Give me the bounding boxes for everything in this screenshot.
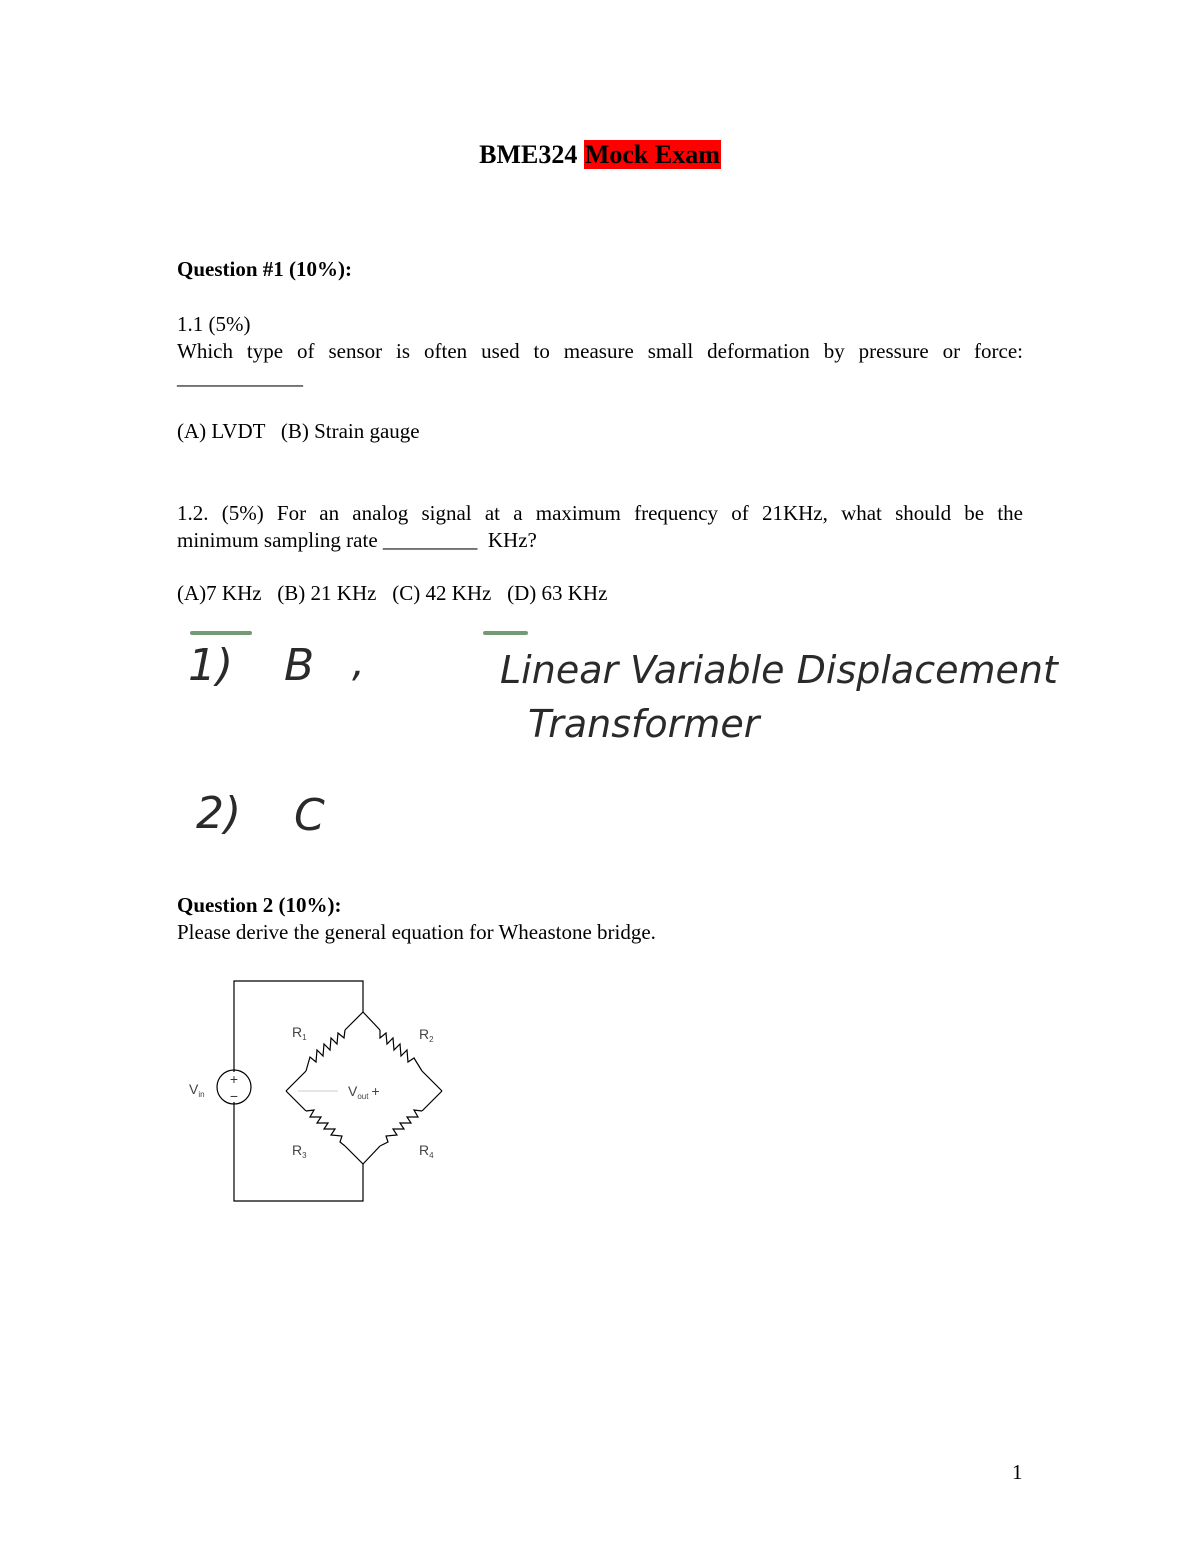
question-1-2-text: 1.2. (5%) For an analog signal at a maximum frequency of 21KHz, what should be the (177, 501, 1023, 525)
handwritten-answer-2-number: 2) (196, 788, 242, 839)
handwritten-note-line-2: Transformer (528, 702, 760, 746)
r2-label: $R_2$ (419, 1026, 434, 1044)
marker-stroke (190, 631, 252, 635)
wheatstone-bridge-diagram (180, 970, 460, 1210)
question-2-text: Please derive the general equation for Wheastone bridge. (177, 920, 656, 944)
question-1-1-options: (A) LVDT (B) Strain gauge (177, 419, 420, 443)
source-plus-label: + (229, 1071, 239, 1087)
title-course: BME324 (479, 140, 578, 169)
question-1-1-label: 1.1 (5%) (177, 312, 251, 336)
handwritten-answer-2-letter: C (294, 790, 325, 841)
title-highlight: Mock Exam (584, 140, 720, 169)
resistor-r2-icon (380, 1030, 422, 1071)
handwritten-answer-1-number: 1) (188, 640, 234, 691)
source-minus-label: − (229, 1088, 239, 1104)
vin-label: $V_{in}$ (189, 1081, 205, 1099)
handwritten-note-line-1: Linear Variable Displacement (500, 648, 1058, 692)
question-1-1-blank: ____________ (177, 365, 303, 389)
question-1-1-text: Which type of sensor is often used to measure small deformation by pressure or force: (177, 339, 1023, 363)
question-1-2-options: (A)7 KHz (B) 21 KHz (C) 42 KHz (D) 63 KHz (177, 581, 608, 605)
vout-label: $V_{out}$ + (348, 1083, 380, 1101)
r4-label: $R_4$ (419, 1142, 434, 1160)
handwritten-answer-1-letter: B (284, 640, 315, 691)
resistor-r3-icon (306, 1110, 345, 1146)
handwritten-answer-1-comma: , (352, 640, 365, 686)
question-1-heading: Question #1 (10%): (177, 257, 352, 281)
resistor-r1-icon (306, 1030, 345, 1071)
question-1-2-text-line2: minimum sampling rate _________ KHz? (177, 528, 537, 552)
r1-label: $R_1$ (292, 1024, 307, 1042)
question-2-heading: Question 2 (10%): (177, 893, 342, 917)
page-title (0, 140, 1200, 170)
marker-stroke (483, 631, 528, 635)
r3-label: $R_3$ (292, 1142, 307, 1160)
page-number: 1 (1012, 1460, 1023, 1484)
resistor-r4-icon (380, 1110, 422, 1146)
